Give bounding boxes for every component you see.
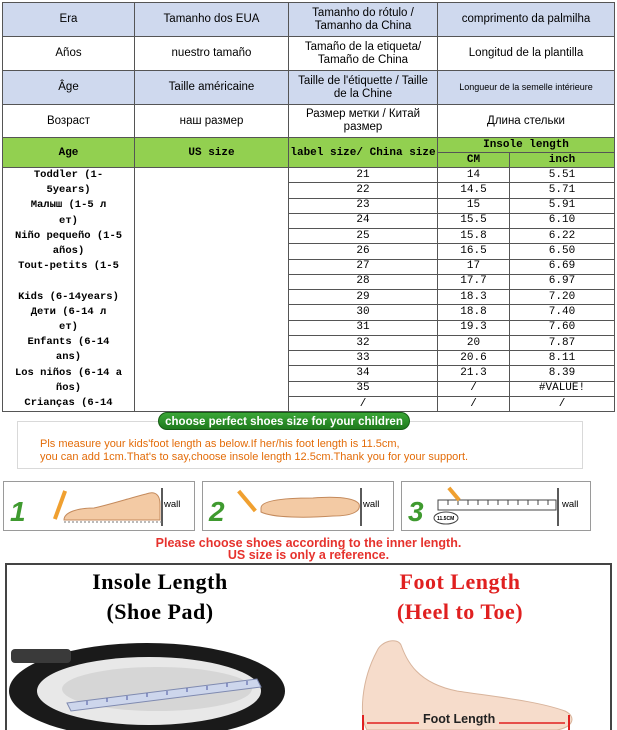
inch-cell: 5.91: [510, 198, 615, 213]
header-insole: Длина стельки: [438, 105, 615, 138]
insole-vs-foot-panel: [5, 563, 612, 730]
cm-cell: 18.3: [438, 290, 510, 305]
inch-cell: 6.50: [510, 244, 615, 259]
inch-cell: 6.10: [510, 213, 615, 228]
shoe-insole-photo: [7, 631, 307, 730]
china-cell: 35: [289, 381, 438, 396]
inch-cell: 7.40: [510, 305, 615, 320]
foot-top-illustration: [233, 486, 383, 528]
cm-cell: 16.5: [438, 244, 510, 259]
china-cell: 31: [289, 320, 438, 335]
age-group-line: ans): [55, 351, 82, 364]
cm-cell: 15: [438, 198, 510, 213]
size-table: [2, 2, 615, 412]
china-cell: 29: [289, 290, 438, 305]
cm-cell: 18.8: [438, 305, 510, 320]
header-row-ru: [3, 105, 615, 138]
wall-label: wall: [164, 499, 181, 510]
inch-cell: 7.60: [510, 320, 615, 335]
size-rows: [3, 168, 615, 412]
age-group-line: años): [52, 245, 85, 258]
insole-subtitle: (Shoe Pad): [106, 599, 214, 624]
inch-cell: 7.87: [510, 335, 615, 350]
size-row: [3, 168, 615, 183]
header-age: Era: [3, 3, 135, 37]
header-insole: Longitud de la plantilla: [438, 37, 615, 71]
china-cell: 21: [289, 168, 438, 183]
inch-cell: 8.11: [510, 351, 615, 366]
cm-cell: 14.5: [438, 183, 510, 198]
age-group-line: ет): [59, 321, 78, 334]
cm-cell: 17: [438, 259, 510, 274]
header-label-size: Размер метки / Китай размер: [289, 105, 438, 138]
header-us-size: Taille américaine: [135, 71, 289, 105]
age-group-line: Малыш (1-5 л: [30, 199, 107, 212]
age-group-line: [65, 274, 71, 289]
age-group-line: Enfants (6-14: [27, 336, 110, 349]
china-cell: 27: [289, 259, 438, 274]
inch-cell: 5.51: [510, 168, 615, 183]
col-age: Age: [3, 138, 135, 168]
header-us-size: Tamanho dos EUA: [135, 3, 289, 37]
foot-subtitle: (Heel to Toe): [396, 599, 524, 624]
china-cell: 34: [289, 366, 438, 381]
header-row-es: [3, 37, 615, 71]
header-row-pt: [3, 3, 615, 37]
header-label-size: Tamanho do rótulo / Tamanho da China: [289, 3, 438, 37]
header-age: Años: [3, 37, 135, 71]
cm-cell: 20: [438, 335, 510, 350]
header-us-size: nuestro tamaño: [135, 37, 289, 71]
column-header-row: [3, 138, 615, 153]
header-label-size: Taille de l'étiquette / Taille de la Chine: [289, 71, 438, 105]
header-age: Âge: [3, 71, 135, 105]
cm-cell: 21.3: [438, 366, 510, 381]
china-cell: 22: [289, 183, 438, 198]
cm-cell: /: [438, 381, 510, 396]
col-cm: CM: [438, 153, 510, 168]
warning-line-2: US size is only a reference.: [227, 548, 390, 562]
cm-cell: 20.6: [438, 351, 510, 366]
cm-cell: 15.5: [438, 213, 510, 228]
ruler-reading: 11.5CM: [437, 516, 455, 522]
foot-measure-illustration: [34, 486, 184, 528]
header-insole: Longueur de la semelle intérieure: [438, 71, 615, 105]
cm-cell: 19.3: [438, 320, 510, 335]
china-cell: 23: [289, 198, 438, 213]
china-cell: 26: [289, 244, 438, 259]
china-cell: 30: [289, 305, 438, 320]
warning-line-1: Please choose shoes according to the inner length.: [155, 536, 462, 550]
china-cell: 32: [289, 335, 438, 350]
cm-cell: 14: [438, 168, 510, 183]
china-cell: /: [289, 396, 438, 411]
header-row-fr: [3, 71, 615, 105]
col-inch: inch: [510, 153, 615, 168]
age-group-line: Дети (6-14 л: [30, 305, 107, 318]
step-1-panel: [3, 481, 195, 531]
china-cell: 24: [289, 213, 438, 228]
header-age: Возраст: [3, 105, 135, 138]
step-2-panel: [202, 481, 394, 531]
foot-title: Foot Length: [399, 569, 521, 594]
wall-label: wall: [363, 499, 380, 510]
instruction-line-1: Pls measure your kids'foot length as below.If her/his foot length is 11.5cm,: [40, 438, 400, 450]
inch-cell: 8.39: [510, 366, 615, 381]
age-group-line: 5years): [46, 184, 91, 197]
inch-cell: 6.97: [510, 274, 615, 289]
header-label-size: Tamaño de la etiqueta/ Tamaño de China: [289, 37, 438, 71]
step-number: 1: [10, 496, 26, 527]
inch-cell: 5.71: [510, 183, 615, 198]
china-cell: 33: [289, 351, 438, 366]
col-us-size: US size: [135, 138, 289, 168]
header-us-size: наш размер: [135, 105, 289, 138]
age-groups-cell: [3, 168, 135, 412]
inch-cell: 7.20: [510, 290, 615, 305]
us-size-cell: [135, 168, 289, 412]
age-group-line: Toddler (1-: [33, 169, 104, 181]
age-group-line: Crianças (6-14: [24, 397, 113, 410]
instruction-line-2: you can add 1cm.That's to say,choose insole length 12.5cm.Thank you for your support.: [40, 451, 469, 463]
age-group-line: Niño pequeño (1-5: [14, 229, 123, 242]
foot-length-label: Foot Length: [419, 712, 499, 726]
cm-cell: 15.8: [438, 229, 510, 244]
inch-cell: #VALUE!: [510, 381, 615, 396]
age-group-line: Tout-petits (1-5: [18, 260, 119, 273]
china-cell: 25: [289, 229, 438, 244]
china-cell: 28: [289, 274, 438, 289]
wall-label: wall: [562, 499, 579, 510]
inch-cell: 6.69: [510, 259, 615, 274]
age-group-line: ños): [55, 381, 82, 394]
cm-cell: /: [438, 396, 510, 411]
age-group-line: ет): [59, 214, 78, 227]
col-label-size: label size/ China size: [289, 138, 438, 168]
insole-title: Insole Length: [92, 569, 228, 594]
col-insole: Insole length: [438, 138, 615, 153]
header-insole: comprimento da palmilha: [438, 3, 615, 37]
inch-cell: 6.22: [510, 229, 615, 244]
step-number: 2: [209, 496, 225, 527]
age-group-line: Los niños (6-14 a: [14, 366, 123, 379]
step-3-panel: [401, 481, 591, 531]
inch-cell: /: [510, 396, 615, 411]
cm-cell: 17.7: [438, 274, 510, 289]
choose-size-banner: choose perfect shoes size for your children: [158, 412, 410, 430]
step-number: 3: [408, 496, 424, 527]
age-group-line: Kids (6-14years): [18, 290, 119, 303]
